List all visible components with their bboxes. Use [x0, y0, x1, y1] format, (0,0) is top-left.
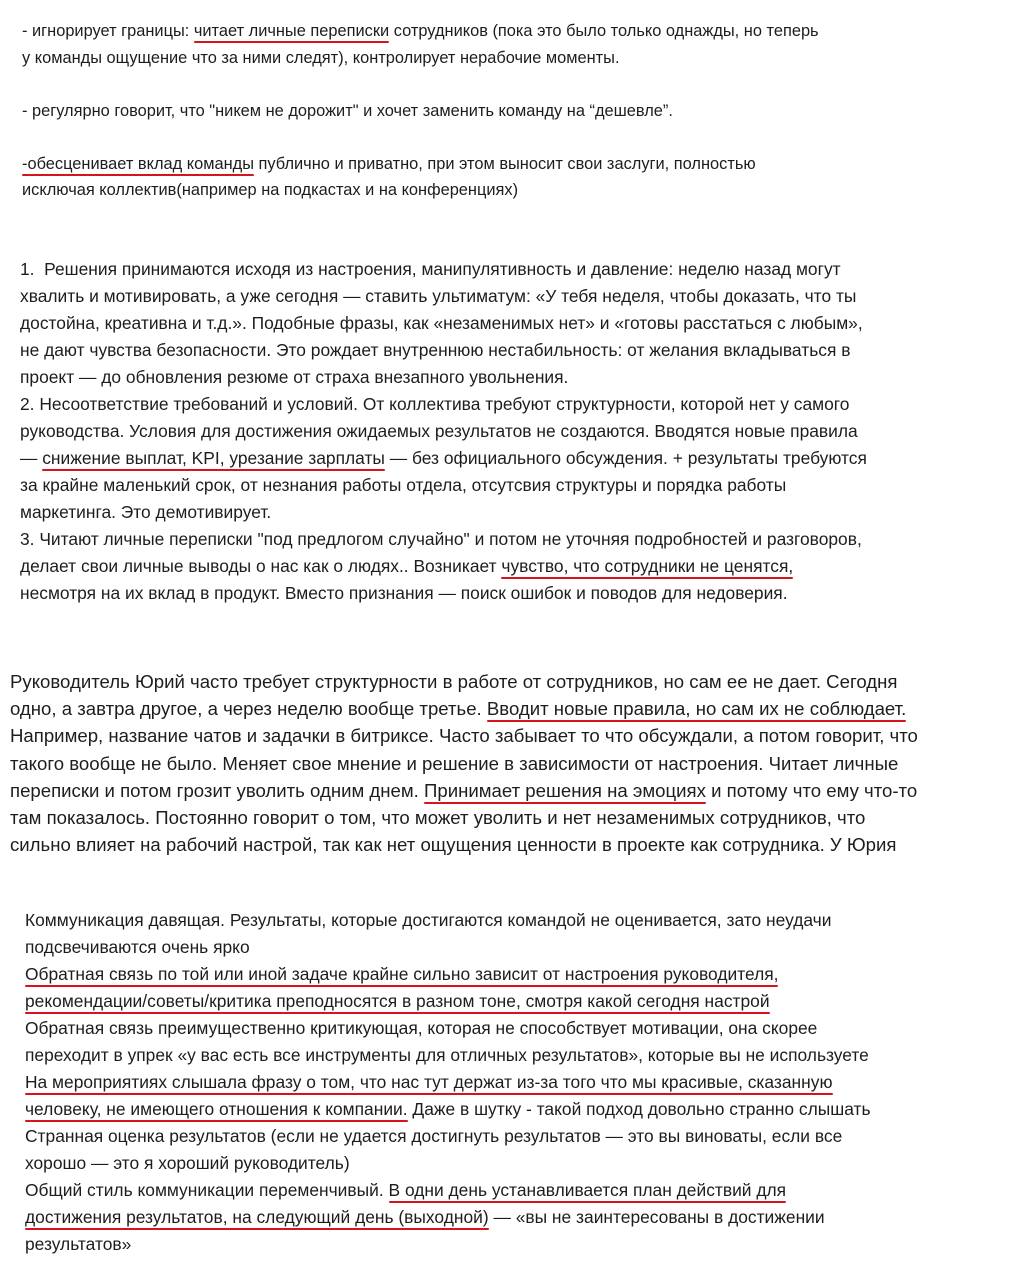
- text-segment: 3. Читают личные переписки "под предлогом случайно" и потом не уточняя подробностей и разговоров,: [20, 529, 862, 549]
- underlined-phrase: чувство, что сотрудники не ценятся,: [501, 556, 794, 576]
- underlined-phrase: снижение выплат, KPI, урезание зарплаты: [42, 448, 385, 468]
- text-segment: [22, 128, 27, 146]
- text-segment: 2. Несоответствие требований и условий. От коллектива требуют структурности, которой нет у самого: [20, 394, 850, 414]
- text-line: [22, 98, 819, 125]
- underlined-phrase: Обратная связь по той или иной задаче крайне сильно зависит от настроения руководителя,: [25, 964, 779, 984]
- text-line: [25, 907, 871, 934]
- text-segment: 1. Решения принимаются исходя из настроения, манипулятивность и давление: неделю назад могут: [20, 259, 841, 279]
- text-line: [25, 1150, 871, 1177]
- text-segment: делает свои личные выводы о нас как о людях.. Возникает: [20, 556, 502, 576]
- text-line: [10, 668, 918, 695]
- text-segment: Даже в шутку - такой подход довольно странно слышать: [407, 1099, 871, 1119]
- text-segment: сильно влияет на рабочий настрой, так как нет ощущения ценности в проекте как сотрудника. У Юрия: [10, 834, 897, 856]
- text-segment: одно, а завтра другое, а через неделю вообще третье.: [10, 698, 487, 720]
- text-line: [20, 283, 867, 310]
- text-segment: не дают чувства безопасности. Это рождает внутреннюю нестабильность: от желания вкладываться в: [20, 340, 851, 360]
- text-segment: там показалось. Постоянно говорит о том, что может уволить и нет незаменимых сотрудников, что: [10, 807, 866, 829]
- text-segment: руководства. Условия для достижения ожидаемых результатов не создаются. Вводятся новые правила: [20, 421, 858, 441]
- text-line: [25, 934, 871, 961]
- text-line: [10, 804, 918, 831]
- text-segment: —: [20, 448, 43, 468]
- text-line: [20, 580, 867, 607]
- underlined-phrase: Принимает решения на эмоциях: [424, 779, 706, 801]
- text-segment: подсвечиваются очень ярко: [25, 937, 250, 957]
- text-line: [25, 1069, 871, 1096]
- text-segment: несмотря на их вклад в продукт. Вместо признания — поиск ошибок и поводов для недоверия.: [20, 583, 788, 603]
- text-line: [20, 337, 867, 364]
- underlined-phrase: достижения результатов, на следующий день (выходной): [25, 1207, 489, 1227]
- text-line: [10, 831, 918, 858]
- text-segment: Странная оценка результатов (если не удается достигнуть результатов — это вы виноваты, если все: [25, 1126, 843, 1146]
- text-line: [10, 750, 918, 777]
- text-line: [25, 961, 871, 988]
- text-segment: достойна, креативна и т.д.». Подобные фразы, как «незаменимых нет» и «готовы расстаться с любым»,: [20, 313, 863, 333]
- text-line: [20, 499, 867, 526]
- text-segment: — «вы не заинтересованы в достижении: [488, 1207, 825, 1227]
- text-line: [25, 988, 871, 1015]
- text-segment: у команды ощущение что за ними следят), контролирует нерабочие моменты.: [22, 48, 620, 67]
- text-line: [22, 124, 819, 151]
- text-segment: такого вообще не было. Меняет свое мнение и решение в зависимости от настроения. Читает личные: [10, 752, 899, 774]
- text-segment: сотрудников (пока это было только однажды, но теперь: [389, 22, 819, 40]
- underlined-phrase: рекомендации/советы/критика преподносятся в разном тоне, смотря какой сегодня настрой: [25, 991, 770, 1011]
- text-segment: за крайне маленький срок, от незнания работы отдела, отсутсвия структуры и порядка работы: [20, 475, 787, 495]
- underlined-phrase: читает личные переписки: [193, 22, 390, 40]
- text-line: [20, 391, 867, 418]
- text-line: [20, 310, 867, 337]
- text-segment: хорошо — это я хороший руководитель): [25, 1153, 350, 1173]
- underlined-phrase: -обесценивает вклад команды: [22, 154, 254, 173]
- section-numbered-list: [20, 256, 867, 607]
- text-line: [20, 256, 867, 283]
- text-line: [25, 1231, 871, 1258]
- text-line: [25, 1177, 871, 1204]
- text-segment: — без официального обсуждения. + результаты требуются: [384, 448, 867, 468]
- underlined-phrase: Вводит новые правила, но сам их не соблюдает.: [486, 698, 907, 720]
- text-line: [25, 1015, 871, 1042]
- underlined-phrase: В одни день устанавливается план действий для: [388, 1180, 787, 1200]
- section-communication: [25, 907, 871, 1258]
- text-line: [10, 695, 918, 722]
- underlined-phrase: человеку, не имеющего отношения к компании.: [25, 1099, 408, 1119]
- text-segment: Общий стиль коммуникации переменчивый.: [25, 1180, 389, 1200]
- text-segment: и потому что ему что-то: [705, 779, 918, 801]
- section-boundaries-text: [22, 18, 819, 204]
- text-segment: - игнорирует границы:: [22, 22, 194, 40]
- text-line: [22, 177, 819, 204]
- text-line: [22, 151, 819, 178]
- text-line: [10, 777, 918, 804]
- underlined-phrase: На мероприятиях слышала фразу о том, что нас тут держат из-за того что мы красивые, сказанную: [25, 1072, 833, 1092]
- text-segment: переписки и потом грозит уволить одним днем.: [10, 779, 424, 801]
- text-segment: Обратная связь преимущественно критикующая, которая не способствует мотивации, она скорее: [25, 1018, 818, 1038]
- text-line: [20, 526, 867, 553]
- text-segment: [22, 75, 27, 93]
- text-line: [20, 364, 867, 391]
- text-segment: хвалить и мотивировать, а уже сегодня — ставить ультиматум: «У тебя неделя, чтобы доказать, что ты: [20, 286, 857, 306]
- text-line: [22, 71, 819, 98]
- text-segment: исключая коллектив(например на подкастах и на конференциях): [22, 181, 519, 199]
- text-line: [22, 45, 819, 72]
- text-line: [20, 445, 867, 472]
- text-line: [25, 1042, 871, 1069]
- text-line: [25, 1204, 871, 1231]
- text-line: [25, 1096, 871, 1123]
- text-line: [10, 722, 918, 749]
- section-manager-paragraph: [10, 668, 918, 858]
- text-segment: Коммуникация давящая. Результаты, которые достигаются командой не оценивается, зато неудачи: [25, 910, 832, 930]
- text-segment: публично и приватно, при этом выносит свои заслуги, полностью: [254, 154, 756, 173]
- text-segment: проект — до обновления резюме от страха внезапного увольнения.: [20, 367, 569, 387]
- text-line: [20, 553, 867, 580]
- text-segment: Руководитель Юрий часто требует структурности в работе от сотрудников, но сам ее не дает. Сегодня: [10, 671, 898, 692]
- text-line: [22, 18, 819, 45]
- text-segment: - регулярно говорит, что "никем не дорожит" и хочет заменить команду на “дешевле”.: [22, 101, 673, 120]
- text-line: [25, 1123, 871, 1150]
- text-segment: маркетинга. Это демотивирует.: [20, 502, 272, 522]
- text-segment: переходит в упрек «у вас есть все инструменты для отличных результатов», которые вы не используете: [25, 1045, 869, 1065]
- text-line: [20, 472, 867, 499]
- text-line: [20, 418, 867, 445]
- text-segment: результатов»: [25, 1234, 132, 1254]
- text-segment: Например, название чатов и задачки в битриксе. Часто забывает то что обсуждали, а потом говорит, что: [10, 725, 918, 747]
